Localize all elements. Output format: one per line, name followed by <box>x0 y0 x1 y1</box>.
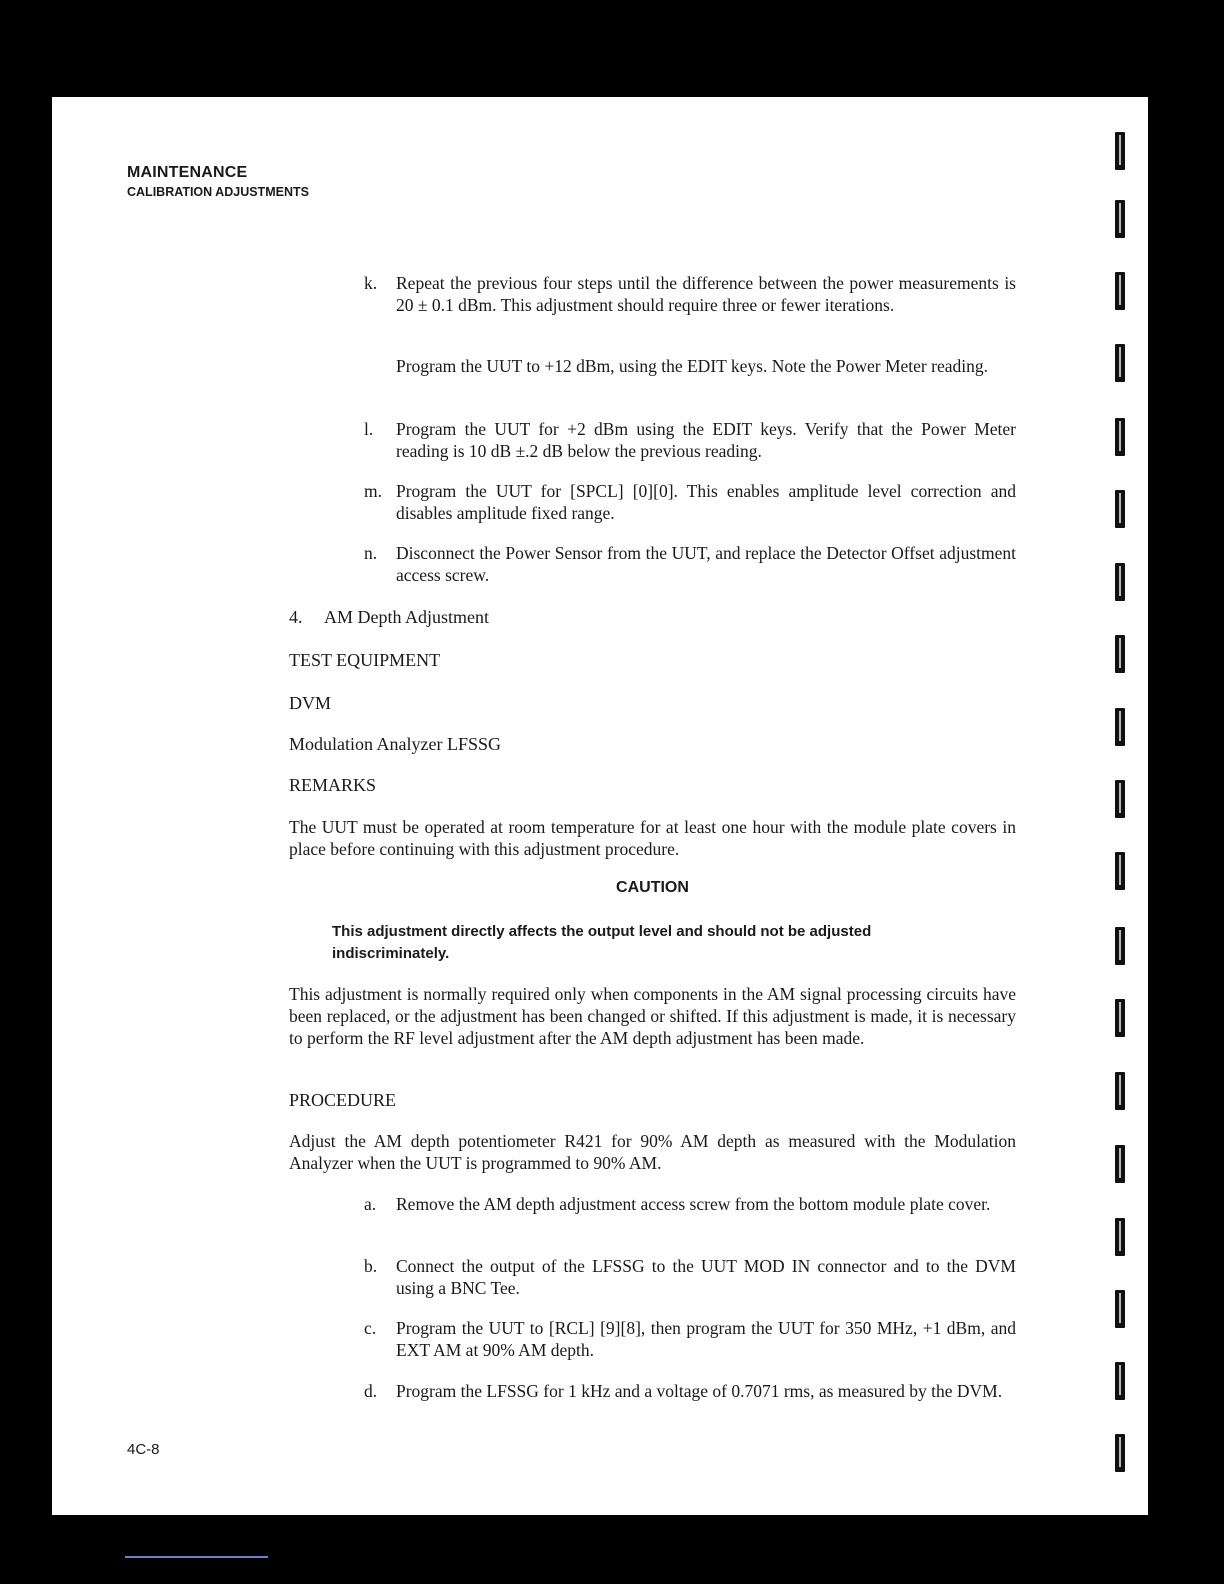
section-number: 4. <box>289 607 303 627</box>
document-page <box>52 97 1148 1515</box>
binding-mark <box>1115 1434 1125 1472</box>
equipment-item: DVM <box>289 693 332 713</box>
step-label: d. <box>364 1381 378 1401</box>
bottom-blue-line <box>125 1556 268 1558</box>
step-text: Program the UUT to [RCL] [9][8], then program the UUT for 350 MHz, +1 dBm, and EXT AM at 90% AM depth. <box>396 1318 1016 1360</box>
step-k <box>364 272 1016 316</box>
note-text: This adjustment is normally required only when components in the AM signal processing circuits have been replaced, or the adjustment has been changed or shifted. If this adjustment is made, it is necessary to perform the RF level adjustment after the AM depth adjustment has been made. <box>289 984 1016 1048</box>
binding-mark <box>1115 1362 1125 1400</box>
step-text: Program the LFSSG for 1 kHz and a voltage of 0.7071 rms, as measured by the DVM. <box>396 1381 1003 1401</box>
step-b <box>364 1255 1016 1299</box>
step-label: l. <box>364 419 374 439</box>
test-equipment-heading: TEST EQUIPMENT <box>289 650 441 670</box>
binding-mark <box>1115 635 1125 673</box>
equipment-item: Modulation Analyzer LFSSG <box>289 734 501 754</box>
binding-mark <box>1115 708 1125 746</box>
remarks-heading: REMARKS <box>289 775 377 795</box>
binding-mark <box>1115 927 1125 965</box>
step-n <box>364 542 1016 586</box>
remarks-text: The UUT must be operated at room temperature for at least one hour with the module plate covers in place before continuing with this adjustment procedure. <box>289 817 1016 859</box>
step-label: m. <box>364 481 382 501</box>
step-text: Connect the output of the LFSSG to the UUT MOD IN connector and to the DVM using a BNC Tee. <box>396 1256 1016 1298</box>
header-title: MAINTENANCE <box>127 164 248 181</box>
step-text: Remove the AM depth adjustment access screw from the bottom module plate cover. <box>396 1194 991 1214</box>
step-text: Program the UUT for [SPCL] [0][0]. This enables amplitude level correction and disables amplitude fixed range. <box>396 481 1016 523</box>
step-m <box>364 480 1016 524</box>
binding-mark <box>1115 852 1125 890</box>
binding-mark <box>1115 999 1125 1037</box>
binding-mark <box>1115 272 1125 310</box>
step-label: c. <box>364 1318 377 1338</box>
binding-mark <box>1115 1072 1125 1110</box>
header-subtitle: CALIBRATION ADJUSTMENTS <box>127 185 309 199</box>
section-title: AM Depth Adjustment <box>324 607 489 627</box>
step-text: Disconnect the Power Sensor from the UUT, and replace the Detector Offset adjustment access screw. <box>396 543 1016 585</box>
step-a <box>364 1193 1016 1215</box>
caution-text: This adjustment directly affects the output level and should not be adjusted indiscriminately. <box>332 923 872 962</box>
step-label: a. <box>364 1194 377 1214</box>
binding-mark <box>1115 780 1125 818</box>
step-text: Program the UUT to +12 dBm, using the EDIT keys. Note the Power Meter reading. <box>396 356 988 376</box>
page-number: 4C-8 <box>127 1441 160 1458</box>
binding-mark <box>1115 200 1125 238</box>
binding-mark <box>1115 1290 1125 1328</box>
step-label: k. <box>364 273 378 293</box>
procedure-text: Adjust the AM depth potentiometer R421 for 90% AM depth as measured with the Modulation Analyzer when the UUT is programmed to 90% AM. <box>289 1131 1016 1173</box>
step-label: b. <box>364 1256 378 1276</box>
step-c <box>364 1317 1016 1361</box>
binding-mark <box>1115 132 1125 170</box>
step-label: n. <box>364 543 378 563</box>
binding-mark <box>1115 563 1125 601</box>
step-d <box>364 1380 1016 1402</box>
binding-mark <box>1115 418 1125 456</box>
caution-heading: CAUTION <box>616 879 689 896</box>
step-text: Program the UUT for +2 dBm using the EDIT keys. Verify that the Power Meter reading is 10 dB ±.2 dB below the previous reading. <box>396 419 1016 461</box>
step-l <box>364 418 1016 462</box>
step-text: Repeat the previous four steps until the difference between the power measurements is 20 ± 0.1 dBm. This adjustment should require three or fewer iterations. <box>396 273 1016 315</box>
procedure-heading: PROCEDURE <box>289 1090 397 1110</box>
binding-mark <box>1115 1145 1125 1183</box>
step-k-note <box>364 355 1016 377</box>
binding-marks <box>1115 0 1135 1584</box>
binding-mark <box>1115 344 1125 382</box>
binding-mark <box>1115 1218 1125 1256</box>
binding-mark <box>1115 490 1125 528</box>
